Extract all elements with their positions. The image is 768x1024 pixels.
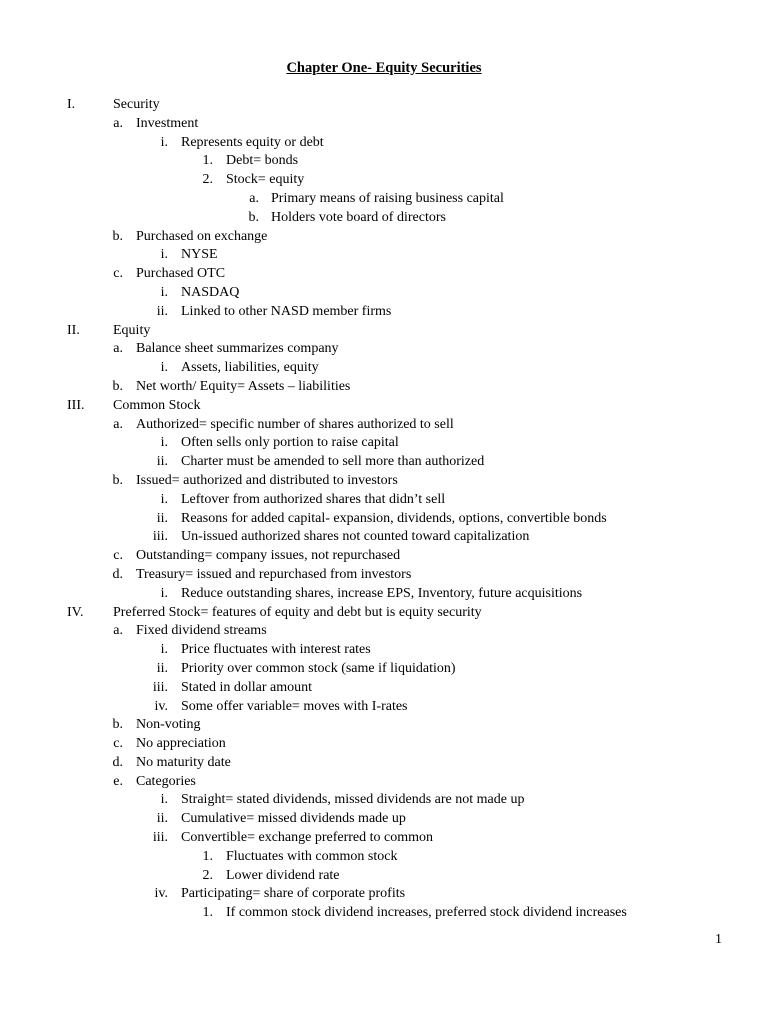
outline-marker: i. — [160, 134, 168, 150]
outline-marker: III. — [67, 397, 85, 413]
outline-marker: i. — [160, 792, 168, 808]
outline-marker: d. — [112, 754, 123, 770]
outline-item — [0, 547, 768, 566]
outline-item — [0, 246, 768, 265]
outline-text: Leftover from authorized shares that didn’t sell — [181, 491, 446, 507]
outline-marker: e. — [113, 773, 123, 789]
outline-text: Lower dividend rate — [226, 867, 340, 883]
outline-text: Debt= bonds — [226, 153, 299, 169]
outline-item — [0, 604, 768, 623]
outline-text: Priority over common stock (same if liquidation) — [181, 660, 456, 676]
outline-item — [0, 848, 768, 867]
outline-marker: b. — [248, 209, 259, 225]
outline-marker: ii. — [156, 510, 168, 526]
page-title: Chapter One- Equity Securities — [286, 60, 482, 76]
outline-item — [0, 134, 768, 153]
outline-marker: ii. — [156, 660, 168, 676]
outline-text: Treasury= issued and repurchased from investors — [136, 566, 412, 582]
outline-item — [0, 885, 768, 904]
outline-text: Security — [113, 97, 160, 112]
outline-marker: i. — [160, 284, 168, 300]
outline-marker: c. — [113, 736, 123, 752]
outline-marker: a. — [113, 623, 123, 639]
outline-item — [0, 322, 768, 341]
outline-text: No appreciation — [136, 736, 226, 752]
outline-item — [0, 115, 768, 134]
outline-item — [0, 679, 768, 698]
outline-text: Preferred Stock= features of equity and debt but is equity security — [113, 604, 482, 620]
outline-item — [0, 378, 768, 397]
outline-text: Some offer variable= moves with I-rates — [181, 698, 408, 714]
outline-item — [0, 152, 768, 171]
outline-text: Net worth/ Equity= Assets – liabilities — [136, 378, 351, 394]
outline-item — [0, 904, 768, 923]
outline-item — [0, 810, 768, 829]
outline-text: Convertible= exchange preferred to common — [181, 830, 434, 846]
outline-text: Equity — [113, 322, 151, 338]
outline-marker: a. — [113, 416, 123, 432]
outline-text: Non-voting — [136, 717, 201, 733]
outline-text: Often sells only portion to raise capital — [181, 435, 399, 451]
outline-marker: d. — [112, 566, 123, 582]
outline-text: Stated in dollar amount — [181, 679, 313, 695]
outline-item — [0, 96, 768, 115]
outline-text: Common Stock — [113, 397, 201, 413]
outline-text: Investment — [136, 115, 199, 131]
outline-item — [0, 171, 768, 190]
outline-item — [0, 359, 768, 378]
outline-marker: ii. — [156, 303, 168, 319]
outline-marker: b. — [112, 472, 123, 488]
outline-text: Reduce outstanding shares, increase EPS, Inventory, future acquisitions — [181, 585, 583, 601]
outline-list — [0, 96, 768, 923]
outline-marker: i. — [160, 360, 168, 376]
outline-item — [0, 472, 768, 491]
outline-text: No maturity date — [136, 754, 231, 770]
outline-marker: IV. — [67, 604, 84, 620]
outline-marker: c. — [113, 266, 123, 282]
outline-marker: I. — [67, 97, 76, 112]
outline-marker: 2. — [202, 867, 213, 883]
outline-marker: 1. — [202, 905, 213, 921]
outline-text: Outstanding= company issues, not repurchased — [136, 548, 401, 564]
outline-text: Issued= authorized and distributed to investors — [136, 472, 398, 488]
outline-marker: ii. — [156, 811, 168, 827]
outline-item — [0, 716, 768, 735]
outline-text: Un-issued authorized shares not counted toward capitalization — [181, 529, 530, 545]
outline-item — [0, 303, 768, 322]
outline-marker: iii. — [152, 529, 168, 545]
outline-item — [0, 829, 768, 848]
outline-marker: b. — [112, 378, 123, 394]
outline-item — [0, 622, 768, 641]
outline-text: Cumulative= missed dividends made up — [181, 811, 406, 827]
outline-marker: b. — [112, 228, 123, 244]
outline-text: Primary means of raising business capital — [271, 190, 504, 206]
outline-text: Balance sheet summarizes company — [136, 341, 339, 357]
outline-text: Participating= share of corporate profits — [181, 886, 406, 902]
outline-item — [0, 340, 768, 359]
outline-item — [0, 867, 768, 886]
outline-marker: II. — [67, 322, 80, 338]
outline-text: Fluctuates with common stock — [226, 848, 398, 864]
outline-text: Purchased on exchange — [136, 228, 268, 244]
outline-text: Charter must be amended to sell more than authorized — [181, 454, 485, 470]
outline-item — [0, 434, 768, 453]
outline-item — [0, 209, 768, 228]
outline-item — [0, 754, 768, 773]
page-number: 1 — [715, 932, 722, 947]
outline-marker: a. — [113, 115, 123, 131]
outline-text: If common stock dividend increases, preferred stock dividend increases — [226, 905, 627, 921]
outline-marker: c. — [113, 548, 123, 564]
outline-text: Reasons for added capital- expansion, dividends, options, convertible bonds — [181, 510, 607, 526]
outline-text: Holders vote board of directors — [271, 209, 446, 225]
outline-text: Linked to other NASD member firms — [181, 303, 392, 319]
outline-marker: iii. — [152, 830, 168, 846]
outline-text: NASDAQ — [181, 284, 240, 300]
outline-text: NYSE — [181, 247, 218, 263]
outline-item — [0, 397, 768, 416]
outline-item — [0, 228, 768, 247]
outline-item — [0, 641, 768, 660]
outline-item — [0, 416, 768, 435]
outline-text: Purchased OTC — [136, 266, 226, 282]
outline-item — [0, 528, 768, 547]
outline-marker: 1. — [202, 848, 213, 864]
outline-item — [0, 284, 768, 303]
outline-marker: i. — [160, 642, 168, 658]
outline-item — [0, 660, 768, 679]
outline-marker: a. — [249, 190, 259, 206]
outline-marker: b. — [112, 717, 123, 733]
outline-item — [0, 698, 768, 717]
outline-marker: i. — [160, 585, 168, 601]
outline-item — [0, 510, 768, 529]
outline-text: Straight= stated dividends, missed dividends are not made up — [181, 792, 525, 808]
outline-text: Assets, liabilities, equity — [181, 360, 319, 376]
outline-text: Authorized= specific number of shares authorized to sell — [136, 416, 454, 432]
outline-text: Fixed dividend streams — [136, 623, 267, 639]
outline-item — [0, 491, 768, 510]
outline-marker: iii. — [152, 679, 168, 695]
outline-marker: i. — [160, 435, 168, 451]
outline-item — [0, 566, 768, 585]
outline-text: Stock= equity — [226, 172, 305, 188]
outline-marker: a. — [113, 341, 123, 357]
outline-item — [0, 791, 768, 810]
outline-marker: iv. — [154, 698, 168, 714]
outline-marker: i. — [160, 247, 168, 263]
outline-marker: 1. — [202, 153, 213, 169]
outline-item — [0, 773, 768, 792]
outline-marker: iv. — [154, 886, 168, 902]
outline-item — [0, 453, 768, 472]
outline-text: Price fluctuates with interest rates — [181, 642, 371, 658]
outline-item — [0, 735, 768, 754]
outline-marker: ii. — [156, 454, 168, 470]
outline-text: Categories — [136, 773, 196, 789]
outline-item — [0, 265, 768, 284]
outline-item — [0, 190, 768, 209]
outline-item — [0, 585, 768, 604]
outline-marker: i. — [160, 491, 168, 507]
outline-marker: 2. — [202, 172, 213, 188]
outline-text: Represents equity or debt — [181, 134, 324, 150]
